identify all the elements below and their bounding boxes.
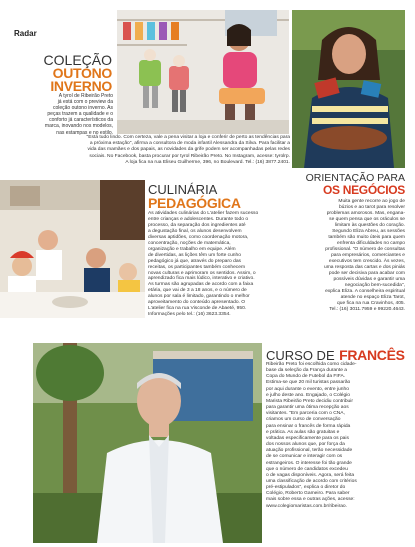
s1-caption: [8, 135, 290, 166]
s3-body-line: pode ser decisiva para acabar com: [328, 271, 405, 276]
s1-caption-line: "Está tudo lindo. Com certeza, vale a pena visitar a loja e conferir de perto as tendências para: [86, 135, 290, 140]
s3-title-line2: OS NEGÓCIOS: [322, 183, 405, 197]
s1-title-line2: OUTONO: [52, 65, 112, 81]
s1-intro-line: A tyrol de Ribeirão Preto: [58, 93, 113, 99]
s1-caption-line: a próxima estação", afirma a consultora de moda infantil Alessandra da Silva. Para facilitar a: [89, 141, 290, 147]
s4-body-line: e julho deste ano. Engajado, o Colégio: [266, 392, 351, 398]
s4-body-line: por aqui durante o evento, entre junho: [266, 386, 349, 392]
s3-body-line: negociação bem-sucedida",: [344, 283, 405, 288]
s4-body-line: o de vagas disponíveis. Agora, será feita: [266, 472, 355, 478]
s4-body-line: atuação profissional, terão necessidade: [266, 448, 353, 454]
cooking-photo: [0, 180, 145, 318]
s3-title-line1: ORIENTAÇÃO PARA: [305, 172, 405, 184]
s4-body-line: Estima-se que 20 mil turistas passarão: [266, 380, 351, 386]
s3-body-line: para empresários, comerciantes e: [331, 253, 405, 258]
s3-body-line: possíveis dúvidas e garantir uma: [333, 277, 405, 282]
s2-body-line: a degustação final, os alunos desenvolvem: [148, 228, 242, 234]
s4-body-line: www.colegiomaristas.com.br/ribeirao.: [266, 503, 347, 509]
s3-body-line: enfrenta dificuldades no campo: [337, 241, 405, 246]
s4-body-line: base da seleção da França durante a: [266, 368, 348, 374]
s2-body-line: aprendizado fica mais lúdico, interativo e criativo.: [148, 276, 255, 282]
s2-body-line: concentração, noções de matemática,: [148, 240, 231, 246]
s1-intro-line: nas estampas e no estilo.: [56, 129, 113, 136]
s1-intro: [33, 93, 113, 136]
s4-body-line: dos nossos alunos que, por força da: [266, 442, 345, 448]
s3-body-line: profissional. "O número de consultas: [325, 247, 405, 252]
s4-body-line: Colégio, Roberto Gameiro. Para saber: [266, 491, 350, 497]
s3-body-line: atende no espaço Eliza Tarot,: [340, 295, 405, 300]
s4-body: [266, 362, 406, 510]
s2-body-line: organização e trabalho em equipe. Além: [148, 246, 236, 252]
section-label: Radar: [14, 29, 37, 38]
director-illustration: [33, 343, 262, 543]
s4-body-line: para ensinar o francês de forma rápida: [266, 423, 351, 429]
s2-body-line: L'atelier fica na rua Visconde de Abaeté, 950.: [148, 306, 247, 312]
s4-body-line: visitantes. "Em parceria com o CNA,: [266, 411, 345, 417]
s2-title-line1: CULINÁRIA: [148, 182, 218, 197]
s1-caption-line: sociais. No Facebook, basta procurar por tyrol Ribeirão Preto. No Instagram, acesse: tyrolrp.: [89, 153, 290, 159]
s2-body-line: entre crianças e adolescentes. Durante todo o: [148, 216, 249, 222]
s2-body-line: receitas, os participantes também conhecem: [148, 264, 246, 270]
s2-body-line: aproveitamento do conteúdo apresentado. O: [148, 300, 246, 306]
s1-intro-line: peças trazem a qualidade e o: [47, 111, 113, 118]
s2-body-line: novas culturas e aprimoram os sentidos. Assim, o: [148, 270, 256, 276]
s1-title-line1: COLEÇÃO: [43, 52, 112, 68]
s1-caption-line: vida das mamães e dos papais, as novidades da grife podem ser acompanhadas pelas redes: [87, 147, 290, 153]
portrait-illustration: [292, 10, 405, 168]
s2-body-line: processo, da separação dos ingredientes até: [148, 222, 246, 228]
s4-body-line: Marista Ribeirão Preto decidiu contribuir: [266, 398, 353, 404]
s1-intro-line: coleção outono inverno. As: [52, 105, 113, 112]
s1-intro-line: marca, inovando nos modelos,: [44, 123, 113, 130]
s2-body-line: de divertidas, as lições têm um forte cunho: [148, 252, 241, 258]
s4-body-line: mais sobre essa e outras ações, acesse:: [266, 497, 355, 503]
s3-body: [292, 199, 405, 313]
s3-body-line: explica Eliza. A conselheira espiritual: [325, 289, 405, 294]
s3-body-line: se quem pensa que os oráculos se: [329, 217, 405, 222]
cooking-illustration: [0, 180, 145, 318]
s2-body: [148, 211, 290, 318]
s3-body-line: problemas amorosos. Mas, engana-: [326, 211, 405, 216]
s2-body-line: alunos por sala é limitado, garantindo o melhor: [148, 294, 250, 300]
s4-body-line: que o número de candidatos excedeu: [266, 466, 348, 472]
s4-body-line: voltadas especificamente para os pais: [266, 435, 349, 441]
s3-body-line: Muita gente recorre ao jogo de: [338, 199, 405, 204]
s3-body-line: que fica na rua Cravinhos, 405.: [337, 301, 405, 306]
s3-body-line: búzios e ao tarot para resolver: [338, 205, 405, 210]
s3-body-line: limitam às questões do coração.: [334, 223, 405, 228]
s1-intro-line: conforto já característicos da: [49, 117, 113, 124]
s2-body-line: pedagógico já que, através do preparo das: [148, 258, 241, 264]
s4-title-line1: CURSO DE: [266, 348, 335, 363]
s1-title-line3: INVERNO: [50, 78, 112, 94]
s4-body-line: de se comunicar e interagir com os: [266, 454, 343, 460]
s1-title: [40, 54, 112, 93]
s4-title-line2: FRANCÊS: [339, 347, 405, 363]
s3-body-line: Tel.: (16) 3011.7959 e 99220.4643.: [329, 307, 405, 312]
s1-caption-line: A loja fica na rua Eliseu Guilherme, 396, no Boulevard. Tel.: (16) 3877.2401.: [125, 159, 290, 165]
s4-body-line: criamos um curso de conversação: [266, 417, 341, 423]
portrait-photo: [292, 10, 405, 168]
s3-title: [292, 173, 405, 197]
s1-intro-line: já está com o preview da: [57, 99, 113, 106]
s4-body-line: e prática. As aulas são gratuitas e: [266, 429, 340, 435]
s4-body-line: pré-estipulados", explica o diretor do: [266, 485, 346, 491]
s4-body-line: para garantir uma ótima recepção aos: [266, 405, 349, 411]
store-photo-illustration: [117, 10, 289, 134]
s3-body-line: também são muito úteis para quem: [328, 235, 405, 240]
s2-title: [148, 183, 288, 210]
s2-title-line2: PEDAGÓGICA: [148, 195, 241, 211]
s2-body-line: As turmas são agrupadas de acordo com a faixa: [148, 282, 254, 288]
s2-body-line: diversas aptidões, como coordenação motora,: [148, 234, 249, 240]
s2-body-line: As atividades culinárias do L'atelier fazem sucesso: [148, 211, 259, 216]
s2-body-line: etária, que vai de 3 a 18 anos, e o número de: [148, 288, 247, 294]
s3-body-line: Segundo Eliza Abreu, as sessões: [332, 229, 405, 234]
s3-body-line: executivos tem crescido. Às vezes,: [328, 259, 405, 264]
s4-body-line: Ribeirão Preto foi escolhida como cidade-: [266, 362, 357, 367]
s4-body-line: uma classificação de acordo com critérios: [266, 478, 357, 484]
s4-body-line: estrangeiros. O interesse foi tão grande: [266, 460, 352, 466]
store-photo: [117, 10, 289, 134]
s2-body-line: Informações pelo tel.: (16) 3623.3354.: [148, 312, 231, 318]
s3-body-line: uma resposta das cartas e dos piniás: [323, 265, 405, 270]
director-photo: [33, 343, 262, 543]
s4-body-line: Copa do Mundo de Futebol da FIFA.: [266, 374, 346, 380]
